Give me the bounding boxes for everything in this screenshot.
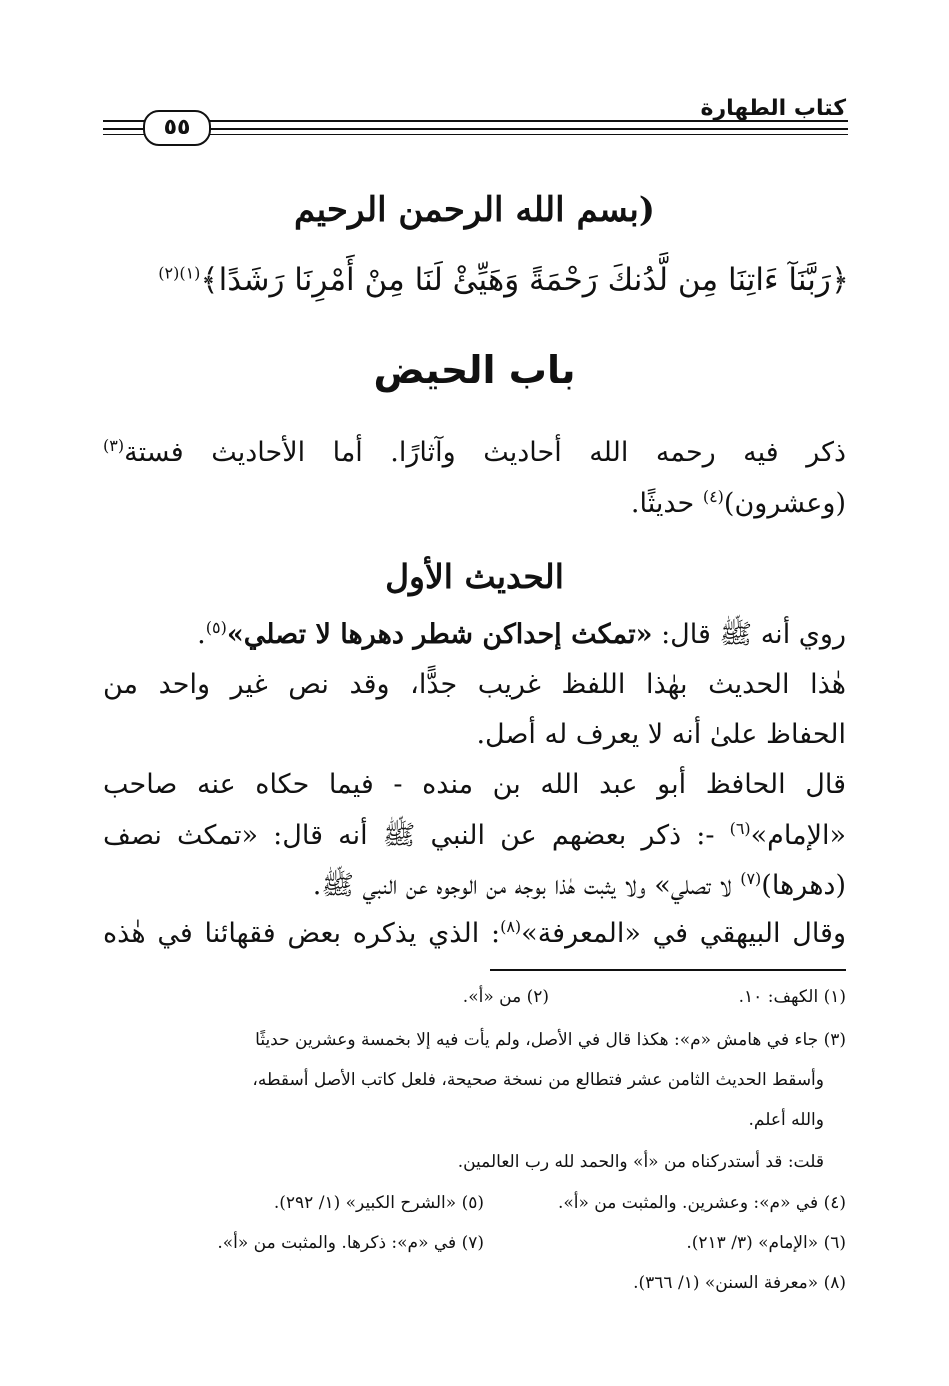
- footnote-mark-5: (٥): [205, 618, 227, 637]
- footnote-3-line-3: والله أعلم.: [748, 1110, 824, 1130]
- hadith-line-1: [197, 617, 846, 657]
- hadith-line-4: قال الحافظ أبو عبد الله بن منده - فيما حكاه عنه صاحب: [103, 769, 846, 800]
- footnote-mark-8: (٨): [500, 917, 522, 936]
- hadith-text-end: .: [197, 619, 206, 650]
- header-rule-bottom: [103, 128, 848, 130]
- hadith-line-3: الحفاظ علىٰ أنه لا يعرف له أصل.: [476, 719, 846, 750]
- hadith-heading: الحديث الأول: [385, 557, 564, 596]
- hadith-line-5: [103, 818, 846, 858]
- header-rule-top: [103, 120, 848, 122]
- footnote-5: (٥) «الشرح الكبير» (١/ ٢٩٢).: [273, 1193, 484, 1213]
- running-title: كتاب الطهارة: [700, 96, 846, 121]
- footnote-3-line-2: وأسقط الحديث الثامن عشر فتطالع من نسخة صحيحة، فلعل كاتب الأصل أسقطه،: [252, 1070, 824, 1090]
- footnote-8: (٨) «معرفة السنن» (١/ ٣٦٦).: [633, 1273, 846, 1293]
- intro-text-2b: حديثًا.: [630, 488, 703, 519]
- footnote-3-line-4: قلت: قد أستدركناه من «أ» والحمد لله رب العالمين.: [457, 1152, 824, 1172]
- header-rule-third: [103, 134, 848, 135]
- hadith-text-7b: : الذي يذكره بعض فقهائنا في هٰذه: [103, 918, 501, 949]
- hadith-text-5a: «الإمام»: [750, 820, 846, 851]
- footnote-7: (٧) في «م»: ذكرها. والمثبت من «أ».: [217, 1233, 484, 1253]
- intro-line-1: [103, 437, 846, 468]
- footnote-3-line-1: (٣) جاء في هامش «م»: هكذا قال في الأصل، ولم يأت فيه إلا بخمسة وعشرين حديثًا: [255, 1030, 846, 1050]
- quran-verse: [158, 262, 849, 298]
- footnote-4: (٤) في «م»: وعشرين. والمثبت من «أ».: [557, 1193, 846, 1213]
- footnote-1: (١) الكهف: ١٠.: [738, 987, 846, 1007]
- intro-line-2: [631, 488, 846, 519]
- footnote-mark-4: (٤): [702, 487, 724, 506]
- intro-text: ذكر فيه رحمه الله أحاديث وآثارًا. أما الأحاديث فستة: [124, 437, 846, 468]
- verse-footnote-marks: (١)(٢): [158, 263, 201, 283]
- hadith-text-5b: -: ذكر بعضهم عن النبي ﷺ أنه قال: «تمكث نصف: [103, 820, 730, 851]
- verse-text: ﴿رَبَّنَآ ءَاتِنَا مِن لَّدُنكَ رَحْمَةً وَهَيِّئْ لَنَا مِنْ أَمْرِنَا رَشَدًا﴾: [200, 262, 849, 298]
- hadith-line-2: هٰذا الحديث بهٰذا اللفظ غريب جدًّا، وقد نص غير واحد من: [103, 669, 846, 700]
- footnote-mark-7: (٧): [740, 869, 762, 888]
- footnote-mark-3: (٣): [103, 436, 125, 455]
- hadith-text: روي أنه ﷺ قال:: [652, 619, 846, 650]
- footnote-6: (٦) «الإمام» (٣/ ٢١٣).: [686, 1233, 846, 1253]
- hadith-quote: «تمكث إحداكن شطر دهرها لا تصلي»: [226, 619, 653, 650]
- footnote-2: (٢) من «أ».: [462, 987, 549, 1007]
- basmala: (بسم الله الرحمن الرحيم: [294, 190, 655, 230]
- footnote-separator: [490, 969, 846, 971]
- chapter-title: باب الحيض: [373, 348, 576, 392]
- hadith-text-7a: وقال البيهقي في «المعرفة»: [521, 918, 847, 949]
- hadith-text-6a: (دهرها): [761, 870, 846, 901]
- intro-text-2a: (وعشرون): [723, 488, 846, 519]
- hadith-line-7: [103, 918, 846, 949]
- hadith-text-6b: لا تصلي» ولا يثبت هٰذا بوجه من الوجوه عن النبي ﷺ.: [312, 870, 741, 901]
- hadith-line-6: [313, 868, 846, 908]
- footnote-mark-6: (٦): [729, 819, 751, 838]
- page-number: ٥٥: [143, 110, 211, 146]
